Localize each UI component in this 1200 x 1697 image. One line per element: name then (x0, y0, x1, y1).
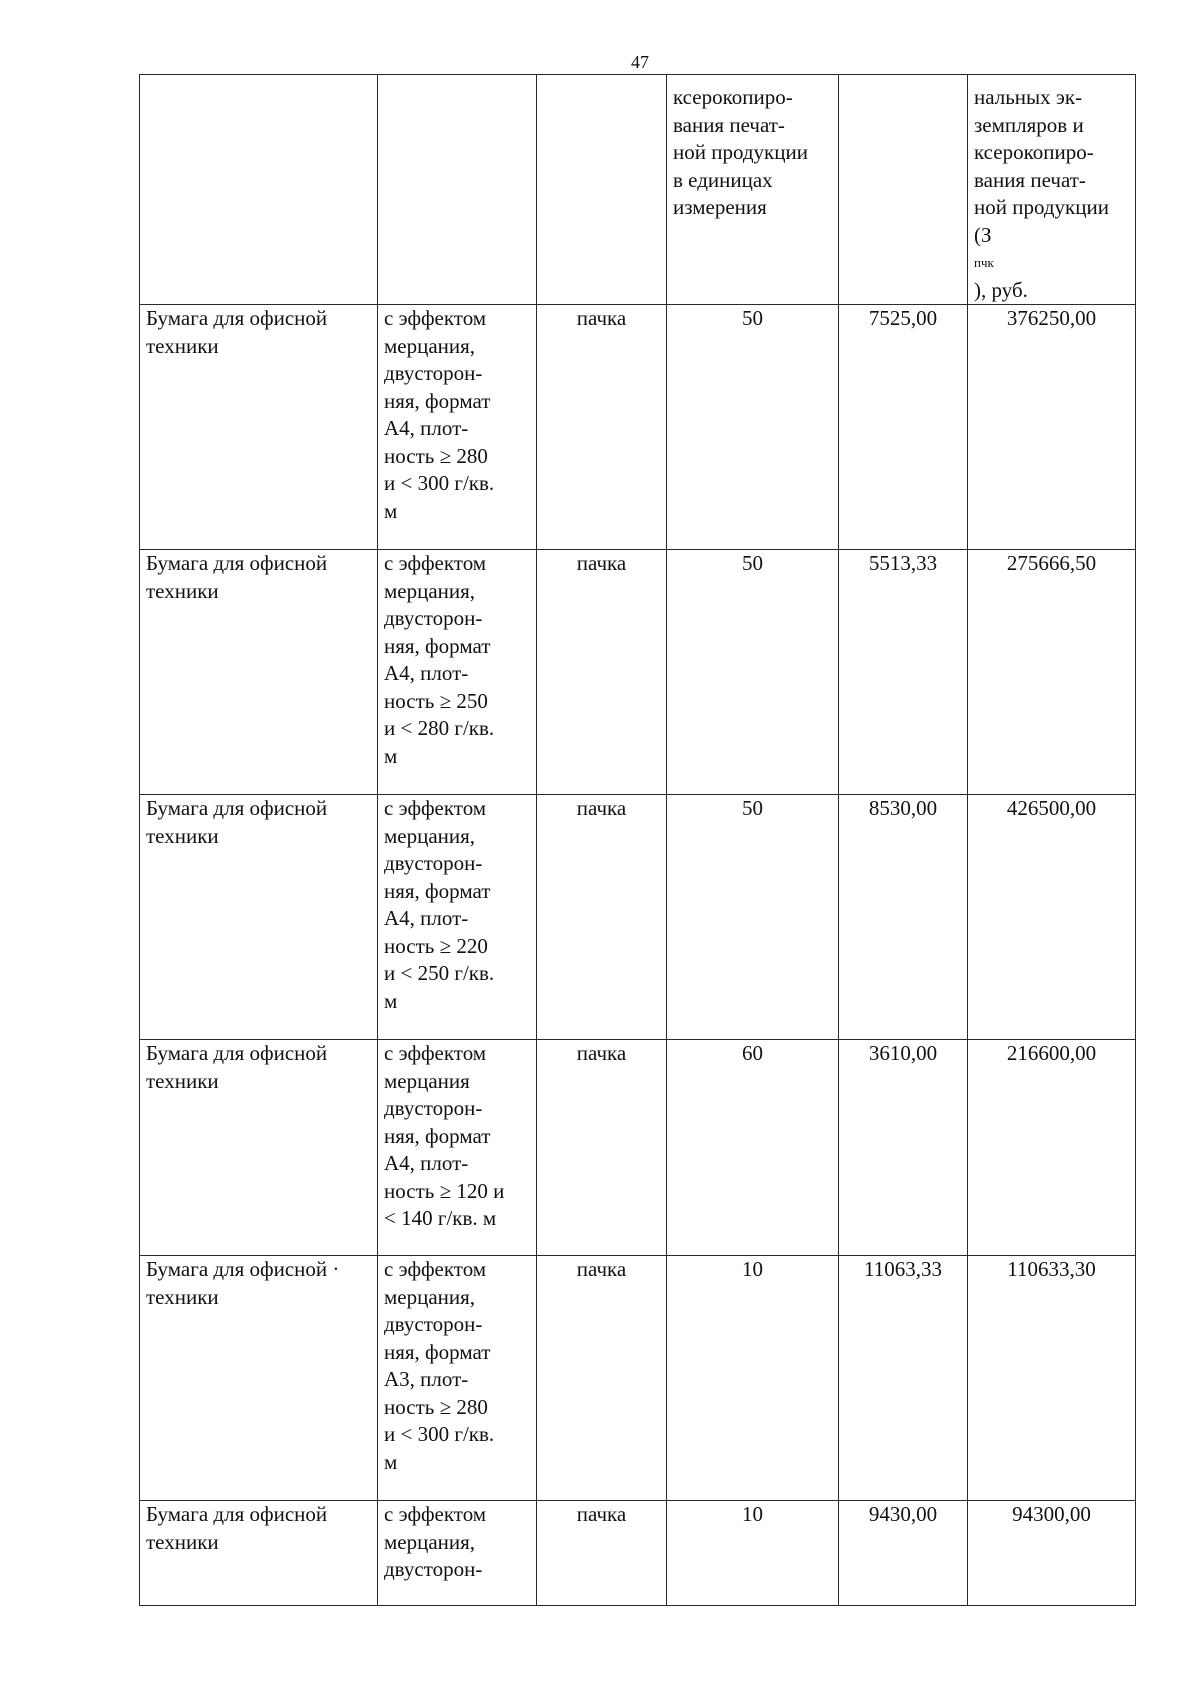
cell-price: 7525,00 (839, 305, 968, 550)
desc-line: ность ≥ 250 (384, 688, 488, 713)
desc-line: с эффектом (384, 796, 487, 820)
desc-line: и < 300 г/кв. (384, 471, 495, 495)
header-cell-name (140, 75, 378, 305)
table-row (140, 795, 1136, 1040)
cell-unit: пачка (537, 305, 667, 550)
desc-line: двусторон- (384, 1096, 483, 1120)
cell-unit: пачка (537, 550, 667, 795)
desc-line: ность ≥ 280 (384, 1394, 488, 1419)
desc-line: с эффектом (384, 1502, 487, 1526)
header-total-formula (974, 222, 1129, 305)
formula-subscript: пчк (974, 255, 994, 270)
header-cell-description (378, 75, 537, 305)
cell-name (140, 795, 378, 1040)
desc-line: А4, плот- (384, 906, 469, 930)
table-header-row (140, 75, 1136, 305)
cell-unit: пачка (537, 1040, 667, 1256)
name-line: Бумага для офисной (146, 1502, 328, 1526)
desc-line: мерцания, (384, 1284, 476, 1309)
cell-price: 5513,33 (839, 550, 968, 795)
header-total-line: нальных эк- (974, 85, 1083, 109)
header-qty-line: ксерокопиро- (673, 85, 793, 109)
header-total-line: земпляров и (974, 112, 1084, 137)
header-cell-total (968, 75, 1136, 305)
cell-quantity: 50 (667, 550, 839, 795)
cell-total: 110633,30 (968, 1256, 1136, 1501)
cell-total: 94300,00 (968, 1501, 1136, 1606)
desc-line: ность ≥ 220 (384, 933, 488, 958)
cell-total: 216600,00 (968, 1040, 1136, 1256)
desc-line: А4, плот- (384, 661, 469, 685)
cell-description (378, 1040, 537, 1256)
desc-line: мерцания, (384, 1529, 476, 1554)
cell-description (378, 305, 537, 550)
desc-line: двусторон- (384, 1557, 483, 1581)
name-line: Бумага для офисной (146, 306, 328, 330)
name-line: техники (146, 333, 219, 358)
cell-unit: пачка (537, 795, 667, 1040)
table-row (140, 305, 1136, 550)
desc-line: и < 250 г/кв. (384, 961, 495, 985)
header-cell-unit (537, 75, 667, 305)
desc-line: двусторон- (384, 851, 483, 875)
cell-name (140, 1501, 378, 1606)
desc-line: няя, формат (384, 1339, 491, 1364)
name-line: техники (146, 1529, 219, 1554)
cell-quantity: 10 (667, 1501, 839, 1606)
desc-line: ность ≥ 120 и (384, 1178, 505, 1203)
formula-prefix: (З (974, 222, 992, 247)
cell-unit: пачка (537, 1501, 667, 1606)
header-total-line: ной продукции (974, 195, 1109, 219)
cell-quantity: 50 (667, 795, 839, 1040)
header-qty-line: измерения (673, 195, 767, 219)
cell-name (140, 1256, 378, 1501)
cell-name (140, 305, 378, 550)
desc-line: с эффектом (384, 1041, 487, 1065)
desc-line: < 140 г/кв. м (384, 1206, 497, 1230)
desc-line: м (384, 498, 398, 523)
cell-description (378, 795, 537, 1040)
cell-price: 9430,00 (839, 1501, 968, 1606)
desc-line: м (384, 988, 398, 1013)
procurement-table (139, 74, 1136, 1606)
desc-line: мерцания (384, 1068, 470, 1093)
header-cell-quantity (667, 75, 839, 305)
desc-line: А3, плот- (384, 1367, 469, 1391)
desc-line: м (384, 743, 398, 768)
cell-price: 11063,33 (839, 1256, 968, 1501)
desc-line: ность ≥ 280 (384, 443, 488, 468)
cell-description (378, 550, 537, 795)
cell-description (378, 1501, 537, 1606)
desc-line: и < 300 г/кв. (384, 1422, 495, 1446)
header-total-line: вания печат- (974, 167, 1086, 192)
name-line: техники (146, 823, 219, 848)
table-row (140, 1501, 1136, 1606)
cell-quantity: 60 (667, 1040, 839, 1256)
desc-line: А4, плот- (384, 416, 469, 440)
desc-line: няя, формат (384, 878, 491, 903)
page-number: 47 (631, 52, 649, 72)
cell-quantity: 10 (667, 1256, 839, 1501)
name-line: техники (146, 1284, 219, 1309)
desc-line: с эффектом (384, 1257, 487, 1281)
header-qty-line: ной продукции (673, 140, 808, 164)
cell-total: 426500,00 (968, 795, 1136, 1040)
desc-line: мерцания, (384, 333, 476, 358)
cell-description (378, 1256, 537, 1501)
desc-line: м (384, 1449, 398, 1474)
cell-price: 3610,00 (839, 1040, 968, 1256)
table-row (140, 1040, 1136, 1256)
desc-line: и < 280 г/кв. (384, 716, 495, 740)
desc-line: няя, формат (384, 1123, 491, 1148)
desc-line: двусторон- (384, 361, 483, 385)
name-line: техники (146, 578, 219, 603)
name-line: Бумага для офисной (146, 1041, 328, 1065)
cell-name (140, 1040, 378, 1256)
name-line: техники (146, 1068, 219, 1093)
name-line: Бумага для офисной (146, 551, 328, 575)
cell-name (140, 550, 378, 795)
desc-line: с эффектом (384, 306, 487, 330)
desc-line: двусторон- (384, 606, 483, 630)
cell-price: 8530,00 (839, 795, 968, 1040)
cell-quantity: 50 (667, 305, 839, 550)
desc-line: мерцания, (384, 578, 476, 603)
cell-total: 376250,00 (968, 305, 1136, 550)
desc-line: А4, плот- (384, 1151, 469, 1175)
header-cell-price (839, 75, 968, 305)
desc-line: двусторон- (384, 1312, 483, 1336)
header-qty-line: вания печат- (673, 112, 785, 137)
desc-line: с эффектом (384, 551, 487, 575)
name-line: Бумага для офисной (146, 796, 328, 820)
table-row (140, 550, 1136, 795)
cell-total: 275666,50 (968, 550, 1136, 795)
cell-unit: пачка (537, 1256, 667, 1501)
desc-line: няя, формат (384, 388, 491, 413)
desc-line: мерцания, (384, 823, 476, 848)
name-line: Бумага для офисной · (146, 1257, 340, 1281)
header-total-line: ксерокопиро- (974, 140, 1094, 164)
desc-line: няя, формат (384, 633, 491, 658)
table-row (140, 1256, 1136, 1501)
header-qty-line: в единицах (673, 167, 773, 192)
formula-suffix: ), руб. (974, 277, 1028, 302)
